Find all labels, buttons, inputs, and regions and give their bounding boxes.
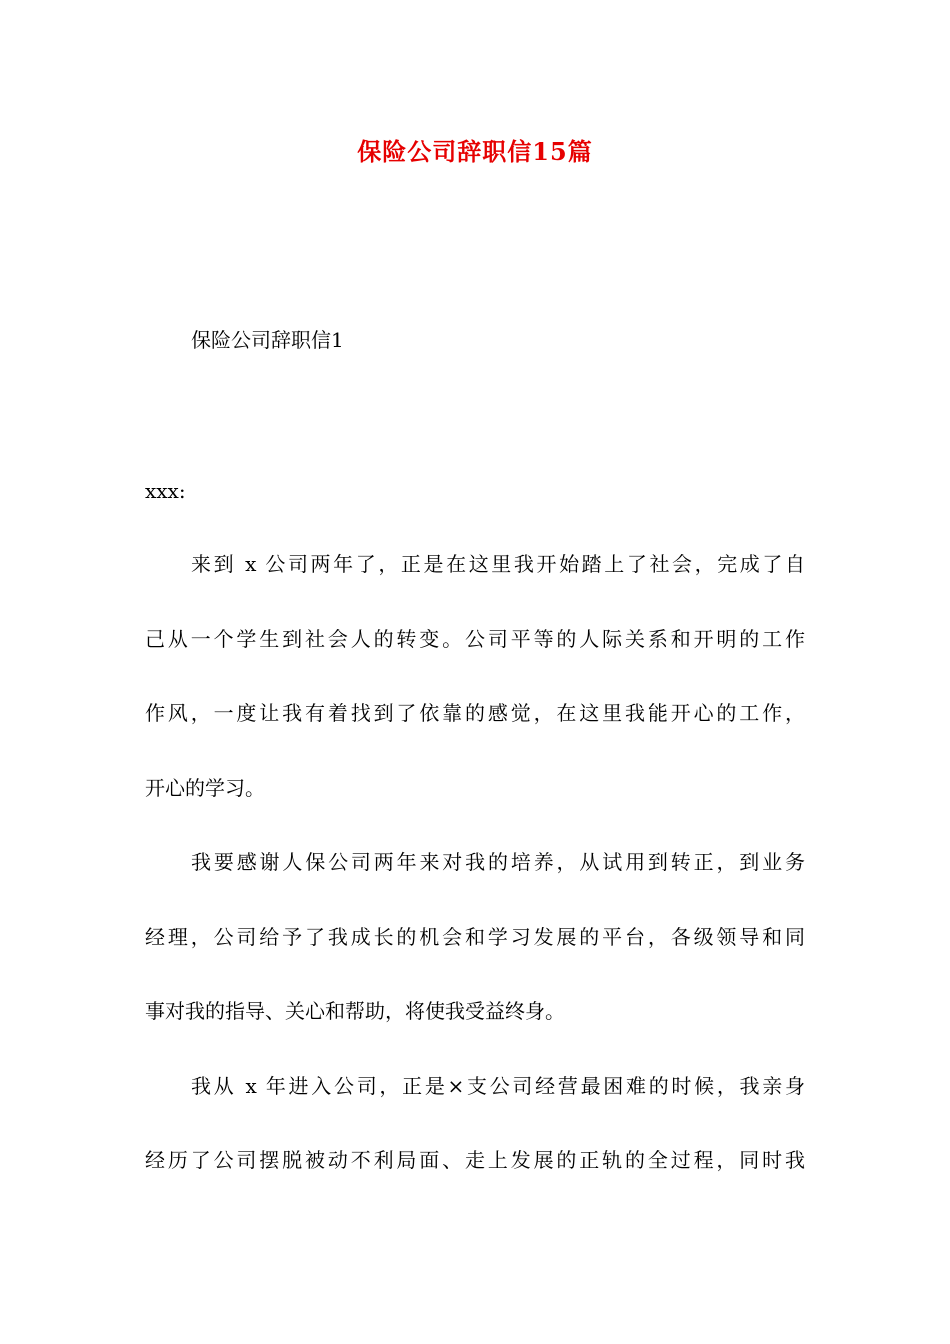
letter-body bbox=[145, 544, 805, 1215]
text-line: 我要感谢人保公司两年来对我的培养，从试用到转正，到业务 bbox=[191, 850, 805, 874]
text-line: 开心的学习。 bbox=[145, 775, 265, 800]
text-line: 己从一个学生到社会人的转变。公司平等的人际关系和开明的工作 bbox=[145, 626, 805, 651]
text-line: 来到 x 公司两年了，正是在这里我开始踏上了社会，完成了自 bbox=[191, 552, 805, 576]
text-line: 我从 x 年进入公司，正是×支公司经营最困难的时候，我亲身 bbox=[191, 1073, 805, 1098]
text-line: 作风，一度让我有着找到了依靠的感觉，在这里我能开心的工作， bbox=[145, 701, 805, 725]
section-heading: 保险公司辞职信1 bbox=[191, 328, 344, 352]
text-line: 事对我的指导、关心和帮助，将使我受益终身。 bbox=[145, 999, 565, 1023]
salutation: xxx: bbox=[145, 479, 186, 503]
text-line: 经历了公司摆脱被动不利局面、走上发展的正轨的全过程，同时我 bbox=[145, 1148, 805, 1172]
text-line: 经理，公司给予了我成长的机会和学习发展的平台，各级领导和同 bbox=[145, 924, 805, 949]
document-title: 保险公司辞职信15篇 bbox=[357, 137, 593, 166]
